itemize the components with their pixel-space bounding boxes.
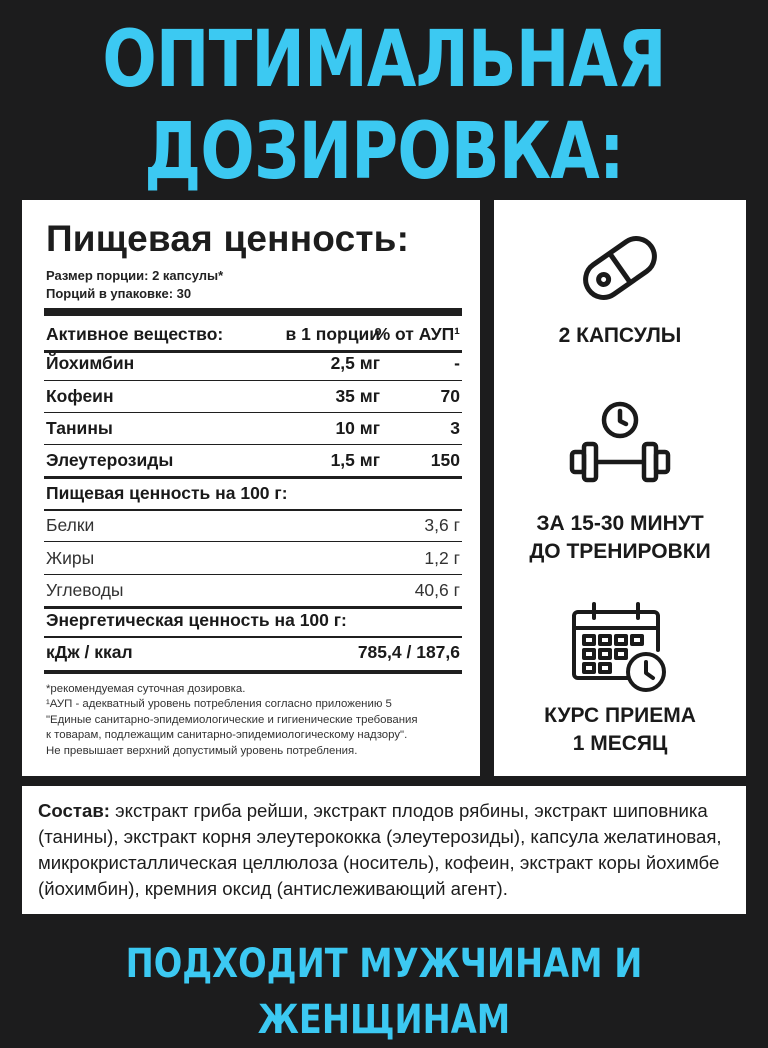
footnote: Не превышает верхний допустимый уровень потребления.: [46, 744, 358, 757]
nutrition-panel: [22, 200, 480, 776]
active-name: Элеутерозиды: [46, 450, 174, 470]
table-row: [46, 548, 460, 574]
dosing-panel: [494, 200, 746, 776]
page-headline: [69, 14, 699, 198]
active-amount: 35 мг: [335, 386, 380, 406]
composition-panel: [22, 786, 746, 914]
timing-line-1: ЗА 15-30 МИНУТ: [536, 512, 704, 535]
composition-text: [38, 798, 738, 902]
footnote: *рекомендуемая суточная дозировка.: [46, 683, 246, 695]
table-row: [46, 418, 460, 444]
composition-label: Состав:: [38, 800, 110, 821]
calendar-clock-icon: [568, 600, 672, 696]
active-name: Танины: [46, 418, 113, 438]
timing-label: [494, 510, 746, 566]
table-row: [46, 386, 460, 412]
macro-name: Жиры: [46, 548, 95, 568]
active-rda: 3: [450, 418, 460, 438]
footnote: ¹АУП - адекватный уровень потребления согласно приложению 5: [46, 698, 392, 711]
thick-divider: [44, 670, 462, 674]
course-line-1: КУРС ПРИЕМА: [544, 704, 696, 727]
energy-title: [46, 610, 460, 636]
divider: [44, 509, 462, 511]
table-row: [46, 515, 460, 541]
course-label: [494, 702, 746, 758]
divider: [44, 476, 462, 479]
energy-label: Энергетическая ценность на 100 г:: [46, 610, 347, 630]
energy-row: [46, 642, 460, 668]
macro-name: Белки: [46, 515, 95, 535]
active-rda: 70: [440, 386, 460, 406]
table-header-row: [46, 324, 460, 350]
divider: [44, 541, 462, 542]
headline-line-1: ОПТИМАЛЬНАЯ: [102, 15, 666, 105]
nutrition-title: Пищевая ценность:: [46, 218, 410, 259]
per100-title: [46, 483, 460, 509]
thick-divider: [44, 308, 462, 316]
energy-value: 785,4 / 187,6: [357, 642, 460, 662]
per100-label: Пищевая ценность на 100 г:: [46, 483, 288, 503]
serving-size: Размер порции: 2 капсулы*: [46, 268, 224, 283]
table-row: [46, 580, 460, 606]
composition-body: экстракт гриба рейши, экстракт плодов рябины, экстракт шиповника (танины), экстракт корня элеутерококка (элеутерозиды), капсула желатиновая, микрокристаллическая целлюлоза (носитель), кофеин, экстракт коры йохимбе (йохимбин), кремния оксид (антислеживающий агент).: [38, 800, 722, 899]
divider: [44, 412, 462, 413]
macro-value: 1,2 г: [424, 548, 460, 568]
divider: [44, 606, 462, 609]
macro-value: 3,6 г: [424, 515, 460, 535]
capsule-icon: [574, 228, 666, 308]
header-rda: % от АУП¹: [374, 324, 460, 344]
active-rda: 150: [430, 450, 460, 470]
footnote: "Единые санитарно-эпидемиологические и гигиенические требования: [46, 713, 418, 726]
footer-tagline: ПОДХОДИТ МУЖЧИНАМ И ЖЕНЩИНАМ: [125, 941, 643, 1043]
divider: [44, 636, 462, 638]
header-substance: Активное вещество:: [46, 324, 224, 344]
footnote: к товарам, подлежащим санитарно-эпидемиологическому надзору".: [46, 729, 408, 742]
course-line-2: 1 МЕСЯЦ: [572, 732, 668, 755]
headline-line-2: ДОЗИРОВКА:: [144, 107, 624, 197]
stopwatch-dumbbell-icon: [568, 398, 672, 494]
table-row: [46, 450, 460, 476]
energy-unit: кДж / ккал: [46, 642, 133, 662]
capsules-label: 2 КАПСУЛЫ: [558, 324, 682, 347]
active-name: Кофеин: [46, 386, 114, 406]
active-amount: 10 мг: [335, 418, 380, 438]
active-amount: 2,5 мг: [330, 353, 380, 373]
macro-name: Углеводы: [46, 580, 124, 600]
footnotes: [46, 682, 466, 759]
macro-value: 40,6 г: [414, 580, 460, 600]
header-per-serving: в 1 порции: [285, 324, 380, 344]
table-row: [46, 353, 460, 379]
divider: [44, 574, 462, 575]
active-rda: -: [454, 353, 460, 373]
active-name: Йохимбин: [46, 353, 135, 373]
active-amount: 1,5 мг: [330, 450, 380, 470]
divider: [44, 380, 462, 381]
divider: [44, 444, 462, 445]
servings-per-pack: Порций в упаковке: 30: [46, 286, 192, 301]
timing-line-2: ДО ТРЕНИРОВКИ: [529, 540, 711, 563]
